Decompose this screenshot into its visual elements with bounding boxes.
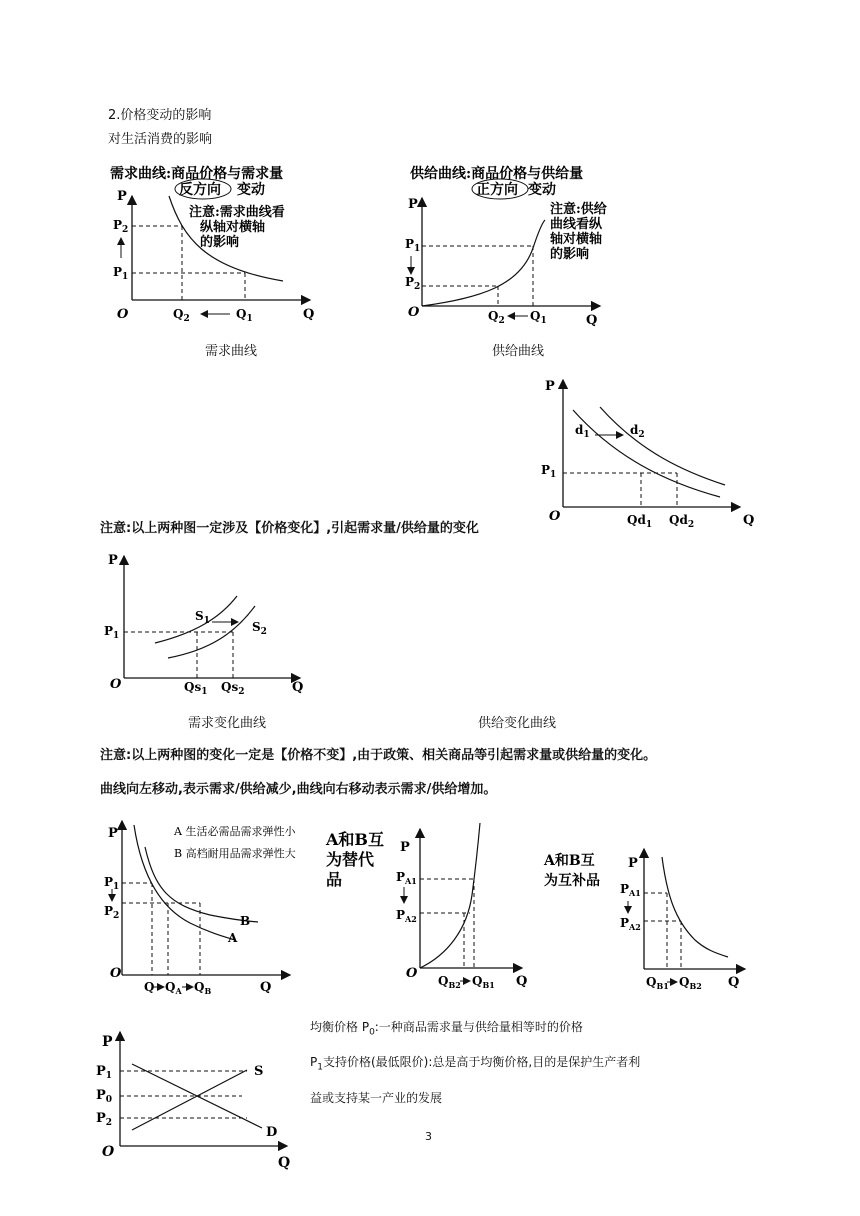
complement-figure — [540, 845, 760, 995]
eq-supply-line — [132, 1070, 247, 1130]
comp-qb2-label: $Q_{B2}$ — [679, 975, 702, 991]
elast-p1-label: $P_1$ — [104, 875, 120, 892]
sub-title-line2: 为替代 — [326, 850, 375, 869]
demand-title-line1: 需求曲线:商品价格与需求量 — [110, 166, 284, 182]
sub-pa1-label: $P_{A1}$ — [396, 870, 417, 886]
eq-axis-q: Q — [278, 1155, 291, 1171]
eq-p1-label: $P_1$ — [96, 1064, 113, 1081]
sshift-s1-label: $S_1$ — [195, 609, 210, 626]
demand-note-line2: 纵轴对横轴 — [200, 220, 266, 235]
eq-text-line1: 均衡价格 $P_0$:一种商品需求量与供给量相等时的价格 — [310, 1020, 583, 1038]
equilibrium-explanation — [310, 1012, 780, 1113]
sshift-axis-p: P — [108, 553, 118, 568]
sub-axis-q: Q — [516, 974, 528, 989]
sshift-origin: O — [110, 677, 122, 692]
demand-circled-word: 反方向 — [179, 182, 221, 198]
dshift-origin: O — [549, 509, 561, 524]
dshift-axis-q: Q — [743, 513, 755, 528]
comp-pa2-label: $P_{A2}$ — [620, 916, 641, 932]
supply-note-line1: 注意:供给 — [550, 202, 607, 217]
supply-change-caption: 供给变化曲线 — [478, 716, 557, 731]
elast-q-label: Q — [144, 980, 155, 994]
eq-text-line3: 益或支持某一产业的发展 — [310, 1090, 443, 1105]
elast-axis-p: P — [108, 826, 118, 841]
supply-q2-label: $Q_2$ — [488, 309, 505, 326]
subheading: 对生活消费的影响 — [108, 132, 213, 147]
note1-bracket: 【价格变化】 — [248, 521, 327, 536]
elast-label-a: A — [228, 931, 238, 945]
supply-curve-figure — [400, 158, 640, 328]
supply-p1-label: $P_1$ — [405, 237, 421, 254]
comp-pa1-label: $P_{A1}$ — [620, 882, 641, 898]
dshift-d2-label: $d_2$ — [630, 423, 645, 440]
demand-title-rest: 变动 — [237, 182, 265, 198]
note-price-unchanged-line1: 注意:以上两种图的变化一定是【价格不变】,由于政策、相关商品等引起需求量或供给量的变化。 — [100, 748, 657, 763]
supply-axis-q: Q — [586, 313, 598, 328]
comp-axis-p: P — [628, 856, 638, 871]
supply-p2-label: $P_2$ — [405, 275, 421, 292]
substitute-figure — [322, 815, 532, 995]
note1-suffix: ,引起需求量/供给量的变化 — [326, 521, 479, 536]
comp-qb1-label: $Q_{B1}$ — [646, 975, 669, 991]
supply-note-line2: 曲线看纵 — [550, 217, 603, 232]
dshift-d1-label: $d_1$ — [575, 423, 590, 440]
eq-label-d: D — [266, 1125, 278, 1140]
supply-note-line3: 轴对横轴 — [550, 232, 603, 247]
supply-shift-figure — [100, 548, 320, 698]
demand-origin: O — [117, 307, 129, 322]
sshift-p1-label: $P_1$ — [104, 624, 120, 641]
demand-axis-q: Q — [303, 307, 315, 322]
demand-p2-label: $P_2$ — [113, 218, 129, 235]
sub-curve — [420, 823, 480, 968]
sub-qb1-label: $Q_{B1}$ — [472, 974, 495, 990]
elast-label-b: B — [240, 914, 251, 928]
demand-p1-label: $P_1$ — [113, 265, 129, 282]
page-number: 3 — [425, 1130, 432, 1143]
sub-title-line1: A和B互 — [326, 830, 384, 849]
eq-origin: O — [102, 1144, 115, 1160]
supply-origin: O — [408, 305, 420, 320]
eq-axis-p: P — [102, 1034, 113, 1050]
supply-curve-line — [422, 220, 545, 306]
sshift-qs1-label: $Qs_1$ — [184, 680, 208, 697]
comp-title-line1: A和B互 — [544, 853, 595, 869]
supply-caption: 供给曲线 — [492, 344, 545, 359]
demand-note-line1: 注意:需求曲线看 — [189, 205, 285, 220]
elast-curve-a — [134, 825, 235, 940]
demand-caption: 需求曲线 — [205, 344, 258, 359]
eq-label-s: S — [254, 1064, 264, 1079]
demand-axis-p: P — [117, 189, 127, 204]
demand-change-caption: 需求变化曲线 — [188, 716, 267, 731]
comp-axis-q: Q — [728, 975, 740, 990]
elast-legend-a: A 生活必需品需求弹性小 — [174, 825, 296, 838]
elast-qb-label: $Q_B$ — [194, 980, 212, 995]
comp-title-line2: 为互补品 — [544, 873, 600, 889]
sshift-s2-label: $S_2$ — [252, 620, 267, 637]
elast-axis-q: Q — [260, 980, 272, 995]
note-price-unchanged-line2: 曲线向左移动,表示需求/供给减少,曲线向右移动表示需求/供给增加。 — [100, 782, 497, 797]
supply-axis-p: P — [408, 197, 418, 212]
equilibrium-figure — [92, 1028, 302, 1178]
demand-curve-figure — [105, 158, 335, 328]
elasticity-figure — [100, 815, 330, 995]
note-price-change — [100, 517, 479, 536]
sshift-axis-q: Q — [292, 680, 304, 695]
sub-pa2-label: $P_{A2}$ — [396, 908, 417, 924]
elast-qa-label: $Q_A$ — [165, 980, 182, 995]
eq-p2-label: $P_2$ — [96, 1111, 113, 1128]
supply-q1-label: $Q_1$ — [530, 309, 547, 326]
sshift-qs2-label: $Qs_2$ — [221, 680, 245, 697]
supply-title-line1: 供给曲线:商品价格与供给量 — [410, 166, 584, 182]
elast-legend-b: B 高档耐用品需求弹性大 — [174, 847, 296, 860]
dshift-d1-curve — [573, 410, 720, 497]
eq-p0-label: $P_0$ — [96, 1088, 113, 1105]
dshift-qd1-label: $Qd_1$ — [627, 513, 653, 530]
elast-origin: O — [110, 966, 122, 981]
demand-q1-label: $Q_1$ — [236, 307, 253, 324]
dshift-p1-label: $P_1$ — [541, 463, 557, 480]
demand-shift-figure — [535, 372, 760, 532]
eq-text-line2: $P_1$支持价格(最低限价):总是高于均衡价格,目的是保护生产者利 — [310, 1055, 641, 1073]
dshift-axis-p: P — [545, 379, 555, 394]
demand-note-line3: 的影响 — [200, 235, 240, 250]
demand-q2-label: $Q_2$ — [173, 307, 190, 324]
sub-axis-p: P — [400, 840, 410, 855]
supply-circled-word: 正方向 — [476, 182, 518, 198]
note1-prefix: 注意:以上两种图一定涉及 — [100, 521, 249, 536]
sub-title-line3: 品 — [326, 870, 343, 889]
elast-p2-label: $P_2$ — [104, 904, 120, 921]
section-heading: 2.价格变动的影响 — [108, 108, 212, 123]
sub-qb2-label: $Q_{B2}$ — [438, 974, 461, 990]
sub-origin: O — [406, 966, 418, 981]
supply-note-line4: 的影响 — [550, 247, 590, 262]
dshift-qd2-label: $Qd_2$ — [669, 513, 695, 530]
comp-curve — [662, 857, 728, 957]
supply-title-rest: 变动 — [528, 182, 556, 198]
